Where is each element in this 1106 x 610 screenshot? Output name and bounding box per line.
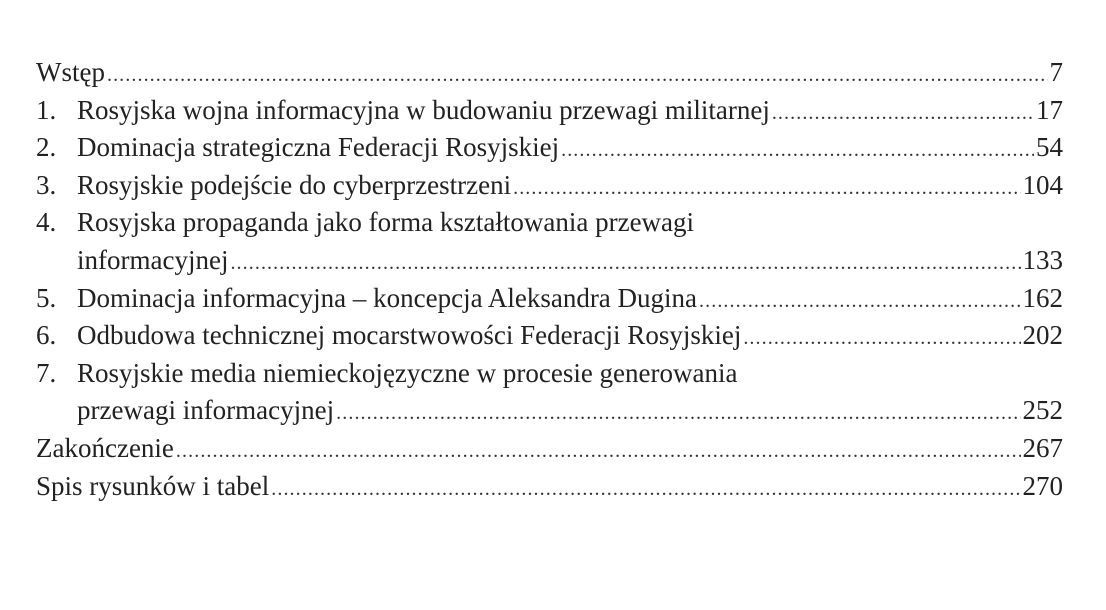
- toc-entry-zakonczenie[interactable]: [36, 430, 1063, 468]
- toc-entry-number: 5.: [36, 282, 57, 313]
- toc-entry-number: 7.: [36, 357, 57, 388]
- dot-leader: [271, 471, 1020, 509]
- toc-entry-chapter-5[interactable]: [36, 280, 1063, 318]
- toc-entry-chapter-7-line-1[interactable]: [36, 355, 1063, 393]
- dot-leader: [743, 320, 1020, 358]
- toc-entry-title: Odbudowa technicznej mocarstwowości Federacji Rosyjskiej: [77, 320, 742, 351]
- toc-entry-chapter-7-line-2[interactable]: [36, 392, 1063, 430]
- toc-entry-chapter-3[interactable]: [36, 167, 1063, 205]
- toc-entry-title: Dominacja informacyjna – koncepcja Aleksandra Dugina: [77, 282, 698, 313]
- toc-entry-chapter-4-line-1[interactable]: [36, 204, 1063, 242]
- toc-entry-title-continued: informacyjnej: [77, 244, 229, 275]
- dot-leader: [772, 95, 1034, 133]
- toc-entry-title: Rosyjska wojna informacyjna w budowaniu przewagi militarnej: [77, 94, 770, 125]
- dot-leader: [513, 170, 1020, 208]
- toc-entry-title: Dominacja strategiczna Federacji Rosyjskiej: [77, 132, 560, 163]
- toc-entry-page: 252: [1022, 395, 1063, 426]
- toc-entry-title: Rosyjska propaganda jako forma kształtowania przewagi: [77, 207, 695, 238]
- toc-entry-page: 202: [1022, 320, 1063, 351]
- toc-entry-number: 1.: [36, 94, 57, 125]
- toc-entry-page: 133: [1022, 244, 1063, 275]
- toc-entry-number: 3.: [36, 169, 57, 200]
- dot-leader: [107, 57, 1048, 95]
- dot-leader: [699, 283, 1020, 321]
- toc-entry-chapter-6[interactable]: [36, 317, 1063, 355]
- toc-entry-page: 267: [1022, 432, 1063, 463]
- toc-entry-number: 4.: [36, 207, 57, 238]
- toc-entry-title-continued: przewagi informacyjnej: [77, 395, 335, 426]
- toc-entry-chapter-1[interactable]: [36, 92, 1063, 130]
- dot-leader: [176, 433, 1021, 471]
- toc-entry-chapter-4-line-2[interactable]: [36, 242, 1063, 280]
- toc-entry-title: Zakończenie: [36, 432, 174, 463]
- toc-entry-title: Rosyjskie podejście do cyberprzestrzeni: [77, 169, 512, 200]
- toc-entry-number: 6.: [36, 320, 57, 351]
- toc-entry-page: 104: [1022, 169, 1063, 200]
- toc-entry-page: 54: [1036, 132, 1063, 163]
- table-of-contents: [36, 54, 1063, 505]
- toc-entry-page: 7: [1049, 57, 1063, 87]
- toc-entry-page: 270: [1022, 470, 1063, 501]
- toc-entry-page: 17: [1036, 94, 1063, 125]
- toc-entry-title: Wstęp: [36, 57, 105, 87]
- toc-entry-title: Spis rysunków i tabel: [36, 470, 270, 501]
- toc-entry-title: Rosyjskie media niemieckojęzyczne w procesie generowania: [77, 357, 738, 388]
- dot-leader: [230, 245, 1020, 283]
- dot-leader: [561, 132, 1034, 170]
- toc-entry-spis-rysunkow[interactable]: [36, 468, 1063, 506]
- toc-entry-number: 2.: [36, 132, 57, 163]
- dot-leader: [336, 395, 1020, 433]
- toc-entry-chapter-2[interactable]: [36, 129, 1063, 167]
- toc-entry-page: 162: [1022, 282, 1063, 313]
- toc-entry-wstep[interactable]: [36, 54, 1063, 92]
